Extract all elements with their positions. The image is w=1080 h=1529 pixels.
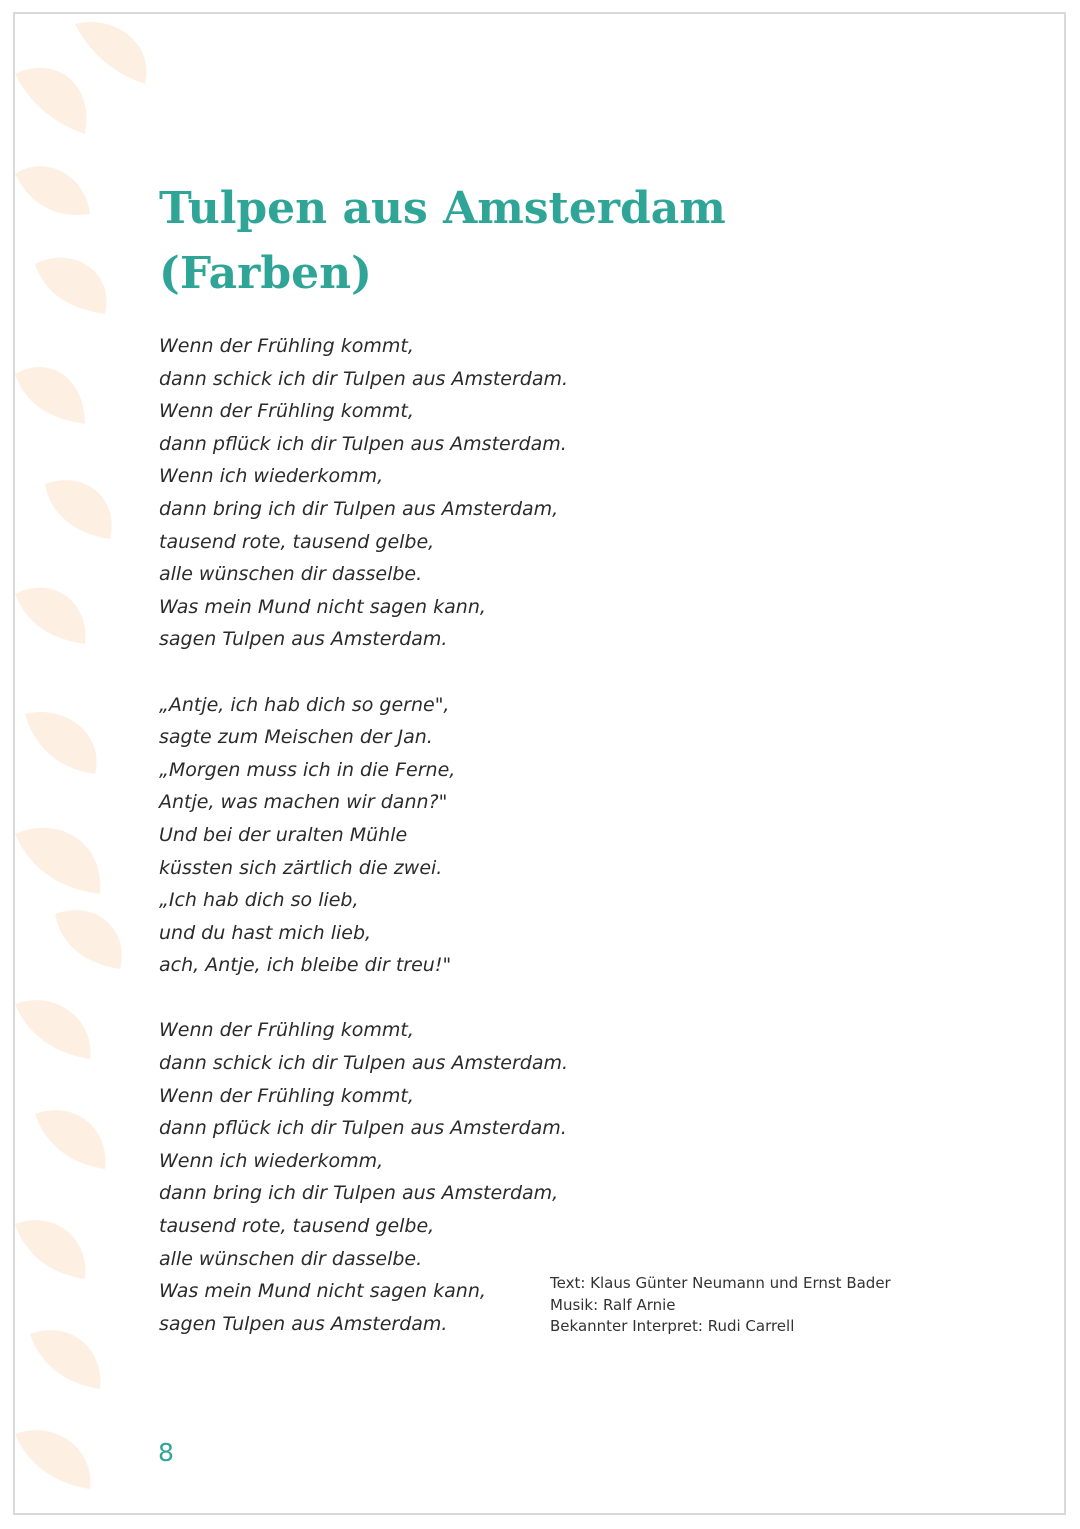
lyric-line: küssten sich zärtlich die zwei. <box>159 856 443 879</box>
lyric-line: „Ich hab dich so lieb, <box>159 889 359 912</box>
lyric-line: dann bring ich dir Tulpen aus Amsterdam, <box>159 497 559 520</box>
lyric-line: „Antje, ich hab dich so gerne", <box>159 693 450 716</box>
title-line-2: (Farben) <box>159 248 372 299</box>
page <box>13 12 1066 1515</box>
credit-music: Musik: Ralf Arnie <box>550 1295 676 1314</box>
lyric-line: dann bring ich dir Tulpen aus Amsterdam, <box>159 1182 559 1205</box>
lyric-line: Antje, was machen wir dann?" <box>159 791 448 814</box>
lyric-line: sagte zum Meischen der Jan. <box>159 726 433 749</box>
lyric-line: dann pflück ich dir Tulpen aus Amsterdam. <box>159 1117 567 1140</box>
credit-performer: Bekannter Interpret: Rudi Carrell <box>550 1317 795 1335</box>
lyric-line: alle wünschen dir dasselbe. <box>159 563 423 586</box>
lyric-line: Wenn der Frühling kommt, <box>159 400 414 423</box>
lyric-line: dann schick ich dir Tulpen aus Amsterdam. <box>159 367 569 390</box>
page-title <box>159 176 726 306</box>
lyric-line: sagen Tulpen aus Amsterdam. <box>159 628 448 651</box>
verse-2 <box>159 689 719 982</box>
lyric-line: und du hast mich lieb, <box>159 921 372 944</box>
verse-1 <box>159 330 719 656</box>
leaf-ornament-icon <box>15 14 175 1515</box>
lyric-line: tausend rote, tausend gelbe, <box>159 530 435 553</box>
lyric-line: Was mein Mund nicht sagen kann, <box>159 1280 486 1303</box>
lyric-line: Und bei der uralten Mühle <box>159 823 408 846</box>
lyric-line: sagen Tulpen aus Amsterdam. <box>159 1312 448 1335</box>
lyric-line: alle wünschen dir dasselbe. <box>159 1247 423 1270</box>
lyric-line: Wenn der Frühling kommt, <box>159 335 414 357</box>
song-credits <box>550 1273 891 1338</box>
lyric-line: Wenn ich wiederkomm, <box>159 465 384 488</box>
lyric-line: dann schick ich dir Tulpen aus Amsterdam. <box>159 1052 569 1075</box>
lyric-line: Wenn der Frühling kommt, <box>159 1084 414 1107</box>
title-line-1: Tulpen aus Amsterdam <box>159 183 726 234</box>
lyric-line: Was mein Mund nicht sagen kann, <box>159 595 486 618</box>
credit-text: Text: Klaus Günter Neumann und Ernst Bader <box>550 1274 891 1292</box>
page-number: 8 <box>158 1438 174 1467</box>
song-lyrics <box>159 330 719 1340</box>
lyric-line: ach, Antje, ich bleibe dir treu!" <box>159 954 452 977</box>
lyric-line: dann pflück ich dir Tulpen aus Amsterdam. <box>159 432 567 455</box>
lyric-line: Wenn der Frühling kommt, <box>159 1019 414 1042</box>
lyric-line: tausend rote, tausend gelbe, <box>159 1215 435 1238</box>
lyric-line: „Morgen muss ich in die Ferne, <box>159 758 456 781</box>
lyric-line: Wenn ich wiederkomm, <box>159 1149 384 1172</box>
